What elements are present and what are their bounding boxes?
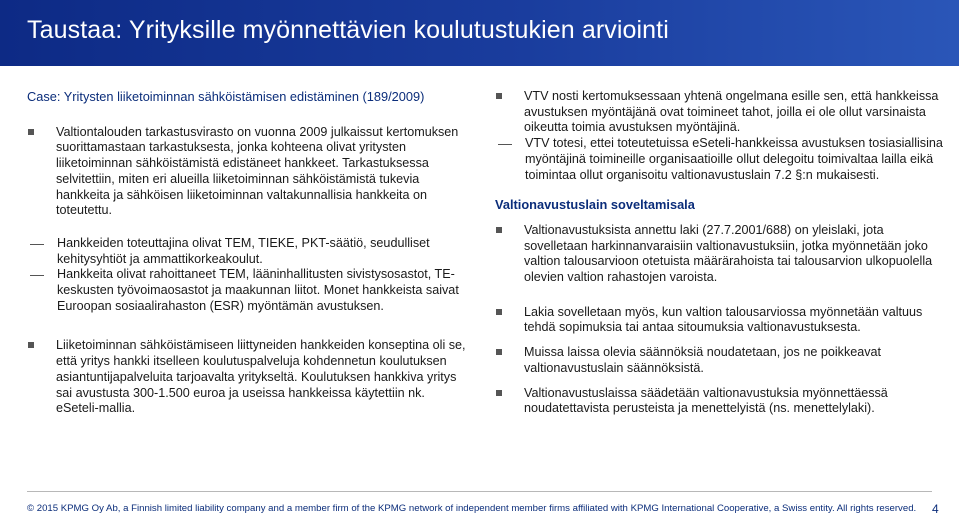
square-bullet-icon [496, 227, 502, 233]
right-column [495, 89, 945, 417]
dash-bullet-icon [498, 144, 512, 145]
right-sub-bullet-1-text: VTV totesi, ettei toteutetuissa eSeteli-hankkeissa avustuksen tosiasiallisina myöntäjinä toimineille organisaatioille ollut delegoitu toimivaltaa lailla eikä toimintaa ollut organisoitu valtionavustuslain 7.2 §:n mukaisesti. [525, 136, 943, 182]
right-list-item [495, 223, 945, 286]
right-list-item [495, 345, 945, 376]
left-bullet-1-text: Valtiontalouden tarkastusvirasto on vuonna 2009 julkaissut kertomuksen suorittamastaan tarkastuksesta, jonka kohteena olivat yritysten liiketoiminnan sähköistämistä edistäneet hankkeet. Tarkastuksessa selvitettiin, miten eri alueilla liiketoiminnan sähköistämistä tukevia hankkeita ja sähköisen liiketoiminnan valtakunnallisia hankkeita on toteutettu. [56, 124, 459, 218]
left-bullet-1 [27, 125, 469, 219]
right-bullet-1 [495, 89, 945, 136]
right-list-item-text: Valtionavustuksista annettu laki (27.7.2001/688) on yleislaki, jota sovelletaan harkinnanvaraisiin valtionavustuksiin, jotka myönnetään joko valtion talousarvioon otetuista määrärahoista tai talousarvion ulkopuolella olevien valtion rahastojen varoista. [524, 222, 933, 285]
dash-bullet-icon [30, 244, 44, 245]
right-list-item-text: Muissa laissa olevia säännöksiä noudatetaan, jos ne poikkeavat valtionavustuslain säännöksistä. [524, 345, 882, 375]
left-bullet-2-text: Liiketoiminnan sähköistämiseen liittyneiden hankkeiden konseptina oli se, että yritys hankki itselleen koulutuspalveluja kohdennetun koulutuksen asiantuntijapalveluita tarjoavalta yritykseltä. Koulutuksen hankkiva yritys sai avustusta 300-1.500 euroa ja useissa hankkeissa käytettiin nk. eSeteli-mallia. [56, 338, 466, 416]
left-sub-bullet-2 [27, 267, 469, 314]
right-sub-bullet-1 [495, 136, 945, 183]
left-sub-bullet-1 [27, 236, 469, 267]
case-heading: Case: Yritysten liiketoiminnan sähköistämisen edistäminen (189/2009) [27, 89, 425, 104]
square-bullet-icon [28, 342, 34, 348]
footer-divider [27, 491, 932, 492]
slide-title: Taustaa: Yrityksille myönnettävien koulutustukien arviointi [27, 16, 669, 44]
page-number: 4 [932, 502, 939, 516]
square-bullet-icon [496, 93, 502, 99]
right-bullet-1-text: VTV nosti kertomuksessaan yhtenä ongelmana esille sen, että hankkeissa avustuksen myöntäjänä ovat toimineet tahot, joilla ei ole ollut varsinaista oikeutta toimia avustuksen myöntäjinä. [524, 89, 939, 135]
left-sub-bullet-2-text: Hankkeita olivat rahoittaneet TEM, lääninhallitusten sivistysosastot, TE-keskusten työvoimaosastot ja maakunnan liitot. Monet hankkeista saivat Euroopan sosiaalirahaston (ESR) myöntämän avustuksen. [57, 267, 459, 313]
left-bullet-2 [27, 338, 469, 417]
square-bullet-icon [496, 390, 502, 396]
square-bullet-icon [496, 349, 502, 355]
section-heading: Valtionavustuslain soveltamisala [495, 197, 695, 213]
right-list-item [495, 305, 945, 336]
right-list-item-text: Lakia sovelletaan myös, kun valtion talousarviossa myönnetään valtuus tehdä sopimuksia tai antaa sitoumuksia valtionavustuksesta. [524, 304, 923, 335]
right-list-item [495, 386, 945, 417]
dash-bullet-icon [30, 275, 44, 276]
footer-copyright: © 2015 KPMG Oy Ab, a Finnish limited liability company and a member firm of the KPMG network of independent member firms affiliated with KPMG International Cooperative, a Swiss entity. All rights reserved. [27, 503, 917, 514]
left-sub-bullet-1-text: Hankkeiden toteuttajina olivat TEM, TIEKE, PKT-säätiö, seudulliset kehitysyhtiöt ja ammattikorkeakoulut. [57, 235, 430, 266]
left-column [27, 89, 469, 417]
right-list-item-text: Valtionavustuslaissa säädetään valtionavustuksia myönnettäessä noudatettavista perusteista ja menettelyistä (ns. menettelylaki). [524, 385, 888, 416]
title-bar [0, 0, 959, 66]
square-bullet-icon [496, 309, 502, 315]
square-bullet-icon [28, 129, 34, 135]
